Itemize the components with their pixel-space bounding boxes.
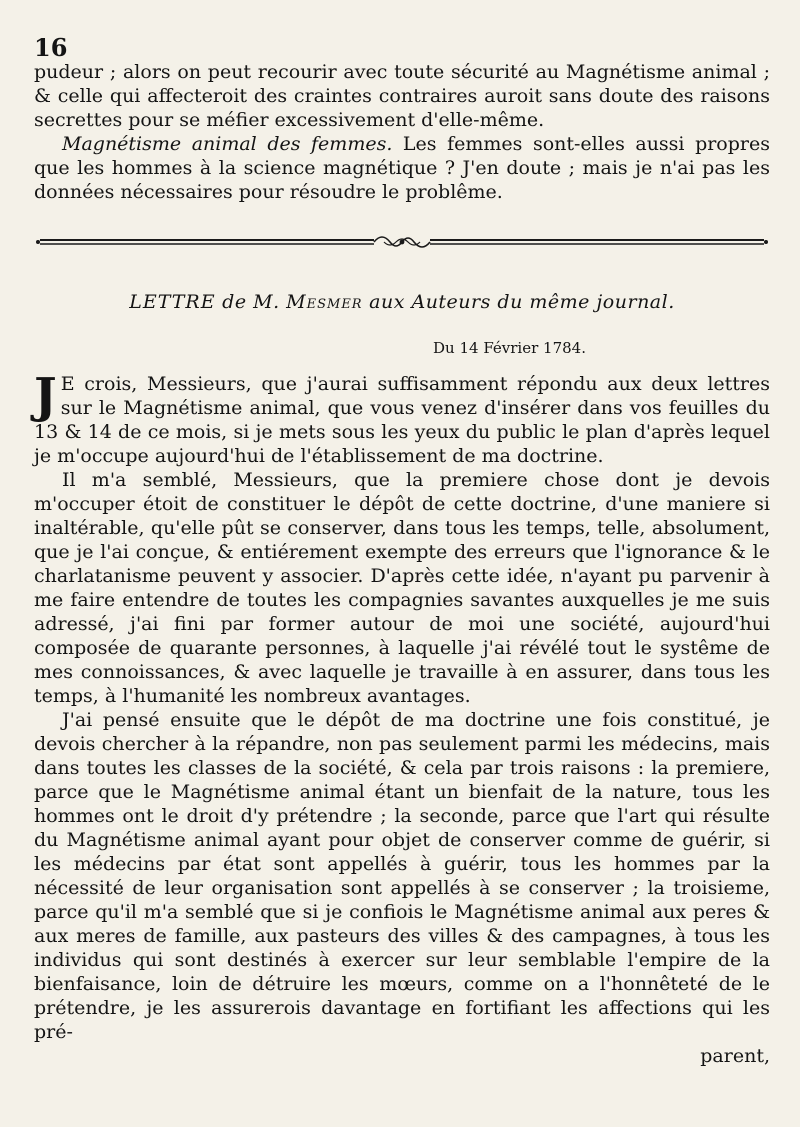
letter-paragraph-1: [34, 368, 770, 468]
letter-date: Du 14 Février 1784.: [433, 339, 586, 357]
drop-cap: J: [34, 368, 57, 424]
title-mid: de M.: [215, 291, 287, 313]
women-paragraph-text: Les femmes sont-elles aussi propres que les hommes à la science magnétique ? J'en doute ; mais je n'ai pas les données nécessaires pour résoudre le problême.: [34, 133, 770, 203]
side-heading: Magnétisme animal des femmes.: [62, 133, 393, 155]
letter-paragraph-3: J'ai pensé ensuite que le dépôt de ma doctrine une fois constitué, je devois chercher à la répandre, non pas seulement parmi les médecins, mais dans toutes les classes de la société, & cela par trois raisons : la premiere, parce que le Magnétisme animal étant un bienfait de la nature, tous les hommes ont le droit d'y prétendre ; la seconde, parce que l'art qui résulte du Magnétisme animal ayant pour objet de conserver comme de guérir, si les médecins par état sont appellés à guérir, tous les hommes par la nécessité de leur organisation sont appellés à se conserver ; la troisieme, parce qu'il m'a semblé que si je confiois le Magnétisme animal aux peres & aux meres de famille, aux pasteurs des villes & des campagnes, à tous les individus qui sont destinés à exercer sur leur semblable l'empire de la bienfaisance, loin de détruire les mœurs, comme on a l'honnêteté de le prétendre, je les assurerois davantage en fortifiant les affections qui les pré-: [34, 709, 770, 1043]
intro-paragraph: pudeur ; alors on peut recourir avec toute sécurité au Magnétisme animal ; & celle qui affecteroit des craintes contraires auroit sans doute des raisons secrettes pour se méfier excessivement d'elle-même.: [34, 61, 770, 131]
title-name: Mesmer: [286, 291, 363, 313]
letter-body: [34, 368, 770, 1068]
page-number: 16: [34, 33, 68, 62]
letter-paragraph-1-text: E crois, Messieurs, que j'aurai suffisamment répondu aux deux lettres sur le Magnétisme animal, que vous venez d'insérer dans vos feuilles du 13 & 14 de ce mois, si je mets sous les yeux du public le plan d'après lequel je m'occupe aujourd'hui de l'établissement de ma doctrine.: [34, 373, 770, 467]
ornamental-divider: [34, 232, 770, 252]
letter-paragraph-2: Il m'a semblé, Messieurs, que la premiere chose dont je devois m'occuper étoit de constituer le dépôt de cette doctrine, d'une maniere si inaltérable, qu'elle pût se conserver, dans tous les temps, telle, absolument, que je l'ai conçue, & entiérement exempte des erreurs que l'ignorance & le charlatanisme peuvent y associer. D'après cette idée, n'ayant pu parvenir à me faire entendre de toutes les compagnies savantes auxquelles je me suis adressé, j'ai fini par former autour de moi une société, aujourd'hui composée de quarante personnes, à laquelle j'ai révélé tout le systême de mes connoissances, & avec laquelle je travaille à en assurer, dans tous les temps, à l'humanité les nombreux avantages.: [34, 469, 770, 707]
title-rest: aux Auteurs du même journal.: [362, 291, 675, 313]
document-page: [34, 34, 770, 1068]
catchword: parent,: [700, 1045, 770, 1067]
letter-title: [34, 290, 770, 314]
title-lettre: LETTRE: [129, 291, 216, 313]
women-paragraph: [34, 132, 770, 204]
